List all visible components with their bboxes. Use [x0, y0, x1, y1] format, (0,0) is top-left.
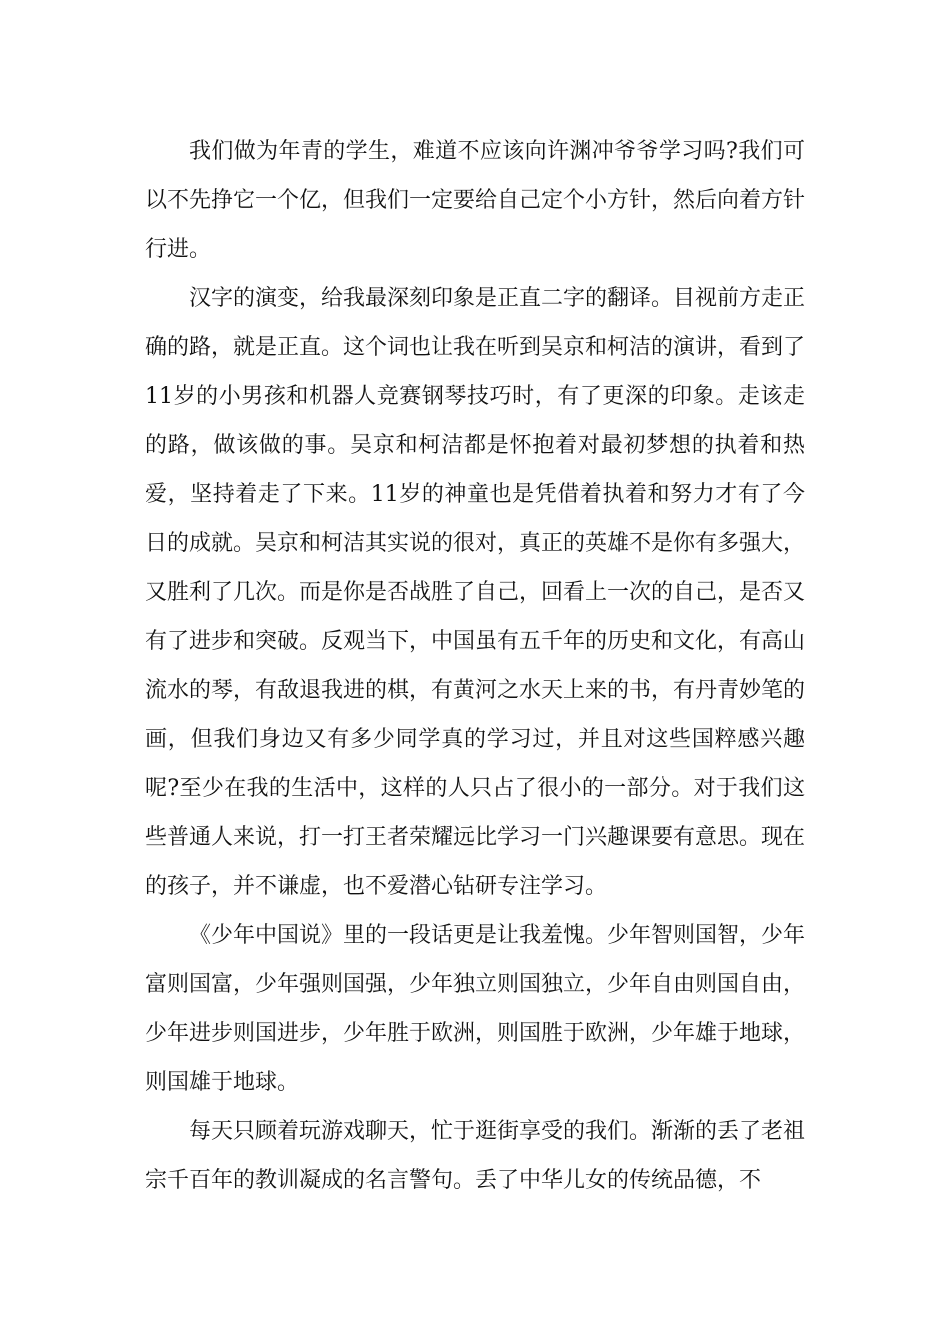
paragraph-3: 《少年中国说》里的一段话更是让我羞愧。少年智则国智，少年富则国富，少年强则国强，少年独立则国独立，少年自由则国自由，少年进步则国进步，少年胜于欧洲，则国胜于欧洲，少年雄于地球，则国雄于地球。	[145, 923, 806, 1095]
paragraph-1: 我们做为年青的学生，难道不应该向许渊冲爷爷学习吗?我们可以不先挣它一个亿，但我们一定要给自己定个小方针，然后向着方针行进。	[145, 139, 806, 262]
paragraph-2: 汉字的演变，给我最深刻印象是正直二字的翻译。目视前方走正确的路，就是正直。这个词也让我在听到吴京和柯洁的演讲，看到了11岁的小男孩和机器人竞赛钢琴技巧时，有了更深的印象。走该走的路，做该做的事。吴京和柯洁都是怀抱着对最初梦想的执着和热爱，坚持着走了下来。11岁的神童也是凭借着执着和努力才有了今日的成就。吴京和柯洁其实说的很对，真正的英雄不是你有多强大，又胜利了几次。而是你是否战胜了自己，回看上一次的自己，是否又有了进步和突破。反观当下，中国虽有五千年的历史和文化，有高山流水的琴，有敌退我进的棋，有黄河之水天上来的书，有丹青妙笔的画，但我们身边又有多少同学真的学习过，并且对这些国粹感兴趣呢?至少在我的生活中，这样的人只占了很小的一部分。对于我们这些普通人来说，打一打王者荣耀远比学习一门兴趣课要有意思。现在的孩子，并不谦虚，也不爱潜心钻研专注学习。	[145, 286, 806, 899]
paragraph-4: 每天只顾着玩游戏聊天，忙于逛街享受的我们。渐渐的丢了老祖宗千百年的教训凝成的名言警句。丢了中华儿女的传统品德，不	[145, 1119, 806, 1193]
body-text	[145, 127, 805, 1205]
